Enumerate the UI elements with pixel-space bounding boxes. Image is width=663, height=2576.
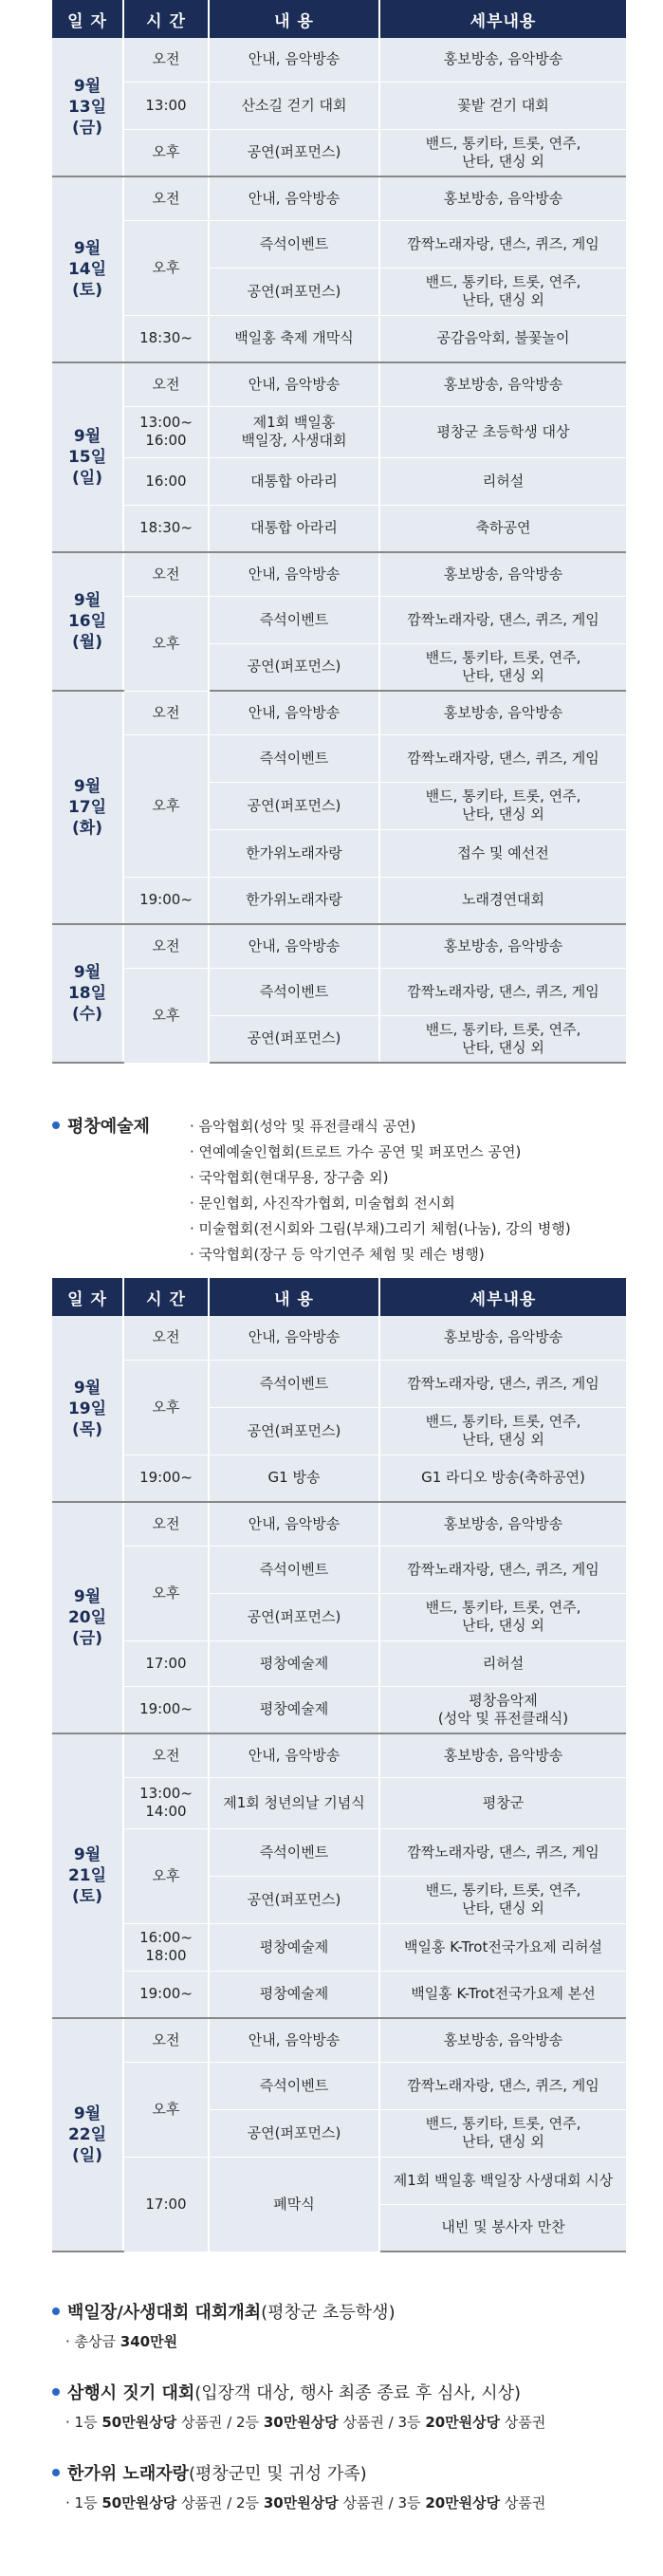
content-cell: 폐막식 [209, 2157, 379, 2252]
content-cell: 제1회 백일홍 백일장, 사생대회 [209, 406, 379, 457]
column-header: 세부내용 [379, 0, 626, 38]
table-row [52, 552, 626, 596]
schedule-table-1 [52, 0, 626, 1064]
time-cell: 13:00~ 14:00 [123, 1777, 209, 1828]
detail-cell: 꽃밭 걷기 대회 [379, 82, 626, 129]
table-row [52, 1733, 626, 1777]
day-cell: 9월 14일 (토) [52, 176, 123, 362]
table-row [52, 362, 626, 406]
content-cell: 안내, 음악방송 [209, 924, 379, 968]
content-cell: 안내, 음악방송 [209, 1316, 379, 1360]
day-cell: 9월 16일 (월) [52, 552, 123, 691]
bullet-icon [52, 2307, 60, 2315]
content-cell: 즉석이벤트 [209, 968, 379, 1015]
time-cell: 17:00 [123, 2157, 209, 2252]
detail-cell: 홍보방송, 음악방송 [379, 1502, 626, 1546]
detail-cell: 리허설 [379, 1640, 626, 1686]
time-cell: 오전 [123, 924, 209, 968]
bullet-icon [52, 2388, 60, 2396]
table-row [52, 1971, 626, 2018]
table-row [52, 1455, 626, 1502]
day-cell: 9월 15일 (일) [52, 362, 123, 552]
detail-cell: 밴드, 통키타, 트롯, 연주, 난타, 댄싱 외 [379, 1407, 626, 1455]
content-cell: 제1회 청년의날 기념식 [209, 1777, 379, 1828]
event-prize: · 총상금 340만원 [65, 2333, 178, 2350]
time-cell: 오전 [123, 1502, 209, 1546]
table-row [52, 2018, 626, 2062]
detail-cell: 제1회 백일홍 백일장 사생대회 시상 [379, 2157, 626, 2204]
detail-cell: 홍보방송, 음악방송 [379, 38, 626, 82]
table-row [52, 220, 626, 268]
event-singing [52, 2460, 640, 2515]
detail-cell: 평창군 초등학생 대상 [379, 406, 626, 457]
bullet-icon [52, 2469, 60, 2476]
content-cell: 안내, 음악방송 [209, 1733, 379, 1777]
content-cell: 안내, 음악방송 [209, 38, 379, 82]
arts-item: · 연예예술인협회(트로트 가수 공연 및 퍼포먼스 공연) [190, 1143, 522, 1160]
time-cell: 오전 [123, 691, 209, 734]
content-cell: G1 방송 [209, 1455, 379, 1502]
day-cell: 9월 22일 (일) [52, 2018, 123, 2252]
content-cell: 백일홍 축제 개막식 [209, 315, 379, 362]
time-cell: 오전 [123, 1733, 209, 1777]
arts-item: · 문인협회, 사진작가협회, 미술협회 전시회 [190, 1195, 455, 1212]
detail-cell: 접수 및 예선전 [379, 829, 626, 877]
detail-cell: 깜짝노래자랑, 댄스, 퀴즈, 게임 [379, 1546, 626, 1593]
time-cell: 19:00~ [123, 1971, 209, 2018]
content-cell: 공연(퍼포먼스) [209, 1407, 379, 1455]
detail-cell: 내빈 및 봉사자 만찬 [379, 2204, 626, 2252]
table-row [52, 1316, 626, 1360]
detail-cell: 밴드, 통키타, 트롯, 연주, 난타, 댄싱 외 [379, 1015, 626, 1063]
table-row [52, 315, 626, 362]
content-cell: 공연(퍼포먼스) [209, 1876, 379, 1923]
table-row [52, 1502, 626, 1546]
content-cell: 한가위노래자랑 [209, 877, 379, 924]
detail-cell: 홍보방송, 음악방송 [379, 1733, 626, 1777]
time-cell: 오후 [123, 596, 209, 691]
table-row [52, 406, 626, 457]
table-row [52, 924, 626, 968]
time-cell: 17:00 [123, 1640, 209, 1686]
table-row [52, 691, 626, 734]
content-cell: 즉석이벤트 [209, 1828, 379, 1876]
detail-cell: 깜짝노래자랑, 댄스, 퀴즈, 게임 [379, 2062, 626, 2109]
content-cell: 산소길 걷기 대회 [209, 82, 379, 129]
detail-cell: 리허설 [379, 457, 626, 505]
table-row [52, 1828, 626, 1876]
detail-cell: 백일홍 K-Trot전국가요제 본선 [379, 1971, 626, 2018]
detail-cell: 평창군 [379, 1777, 626, 1828]
content-cell: 즉석이벤트 [209, 596, 379, 643]
table-row [52, 1546, 626, 1593]
content-cell: 공연(퍼포먼스) [209, 129, 379, 176]
table-row [52, 129, 626, 176]
detail-cell: 깜짝노래자랑, 댄스, 퀴즈, 게임 [379, 1360, 626, 1407]
event-title: 삼행시 짓기 대회(입장객 대상, 행사 최종 종료 후 심사, 시상) [52, 2380, 640, 2404]
content-cell: 평창예술제 [209, 1686, 379, 1733]
detail-cell: G1 라디오 방송(축하공연) [379, 1455, 626, 1502]
time-cell: 오후 [123, 968, 209, 1063]
table-row [52, 1923, 626, 1971]
detail-cell: 공감음악회, 불꽃놀이 [379, 315, 626, 362]
event-title: 백일장/사생대회 대회개최(평창군 초등학생) [52, 2299, 640, 2324]
table-row [52, 505, 626, 552]
time-cell: 오전 [123, 176, 209, 220]
table-row [52, 877, 626, 924]
detail-cell: 밴드, 통키타, 트롯, 연주, 난타, 댄싱 외 [379, 129, 626, 176]
detail-cell: 홍보방송, 음악방송 [379, 924, 626, 968]
table-row [52, 968, 626, 1015]
detail-cell: 홍보방송, 음악방송 [379, 176, 626, 220]
day-cell: 9월 20일 (금) [52, 1502, 123, 1733]
event-prize: · 1등 50만원상당 상품권 / 2등 30만원상당 상품권 / 3등 20만원상당 상품권 [65, 2414, 546, 2431]
detail-cell: 밴드, 통키타, 트롯, 연주, 난타, 댄싱 외 [379, 268, 626, 315]
content-cell: 즉석이벤트 [209, 734, 379, 782]
table-row [52, 176, 626, 220]
table-row [52, 734, 626, 782]
event-title: 한가위 노래자랑(평창군민 및 귀성 가족) [52, 2460, 640, 2485]
detail-cell: 깜짝노래자랑, 댄스, 퀴즈, 게임 [379, 596, 626, 643]
detail-cell: 홍보방송, 음악방송 [379, 691, 626, 734]
day-cell: 9월 19일 (목) [52, 1316, 123, 1502]
detail-cell: 밴드, 통키타, 트롯, 연주, 난타, 댄싱 외 [379, 1593, 626, 1640]
content-cell: 대통합 아라리 [209, 505, 379, 552]
arts-item: · 국악협회(장구 등 악기연주 체험 및 레슨 병행) [190, 1246, 485, 1263]
time-cell: 오전 [123, 1316, 209, 1360]
column-header: 세부내용 [379, 1278, 626, 1316]
arts-festival-list [190, 1114, 571, 1268]
event-prize: · 1등 50만원상당 상품권 / 2등 30만원상당 상품권 / 3등 20만원상당 상품권 [65, 2494, 546, 2511]
content-cell: 공연(퍼포먼스) [209, 2109, 379, 2157]
column-header: 내 용 [209, 0, 379, 38]
content-cell: 공연(퍼포먼스) [209, 782, 379, 829]
detail-cell: 축하공연 [379, 505, 626, 552]
content-cell: 안내, 음악방송 [209, 552, 379, 596]
event-baekiljang [52, 2299, 640, 2354]
table-row [52, 1686, 626, 1733]
content-cell: 평창예술제 [209, 1971, 379, 2018]
time-cell: 오후 [123, 1546, 209, 1640]
time-cell: 오후 [123, 129, 209, 176]
detail-cell: 노래경연대회 [379, 877, 626, 924]
time-cell: 오전 [123, 2018, 209, 2062]
table-row [52, 596, 626, 643]
day-cell: 9월 18일 (수) [52, 924, 123, 1063]
table-row [52, 1777, 626, 1828]
detail-cell: 홍보방송, 음악방송 [379, 552, 626, 596]
arts-item: · 음악협회(성악 및 퓨전클래식 공연) [190, 1118, 416, 1135]
column-header: 일 자 [52, 0, 123, 38]
column-header: 시 간 [123, 0, 209, 38]
detail-cell: 백일홍 K-Trot전국가요제 리허설 [379, 1923, 626, 1971]
time-cell: 18:30~ [123, 315, 209, 362]
time-cell: 오후 [123, 220, 209, 315]
detail-cell: 밴드, 통키타, 트롯, 연주, 난타, 댄싱 외 [379, 782, 626, 829]
time-cell: 13:00 [123, 82, 209, 129]
content-cell: 안내, 음악방송 [209, 176, 379, 220]
time-cell: 18:30~ [123, 505, 209, 552]
schedule-table-2 [52, 1278, 626, 2252]
bullet-icon [52, 1121, 60, 1129]
time-cell: 오후 [123, 1828, 209, 1923]
table-row [52, 457, 626, 505]
detail-cell: 평창음악제 (성악 및 퓨전클래식) [379, 1686, 626, 1733]
content-cell: 안내, 음악방송 [209, 1502, 379, 1546]
detail-cell: 홍보방송, 음악방송 [379, 1316, 626, 1360]
content-cell: 즉석이벤트 [209, 2062, 379, 2109]
time-cell: 오후 [123, 734, 209, 877]
detail-cell: 밴드, 통키타, 트롯, 연주, 난타, 댄싱 외 [379, 1876, 626, 1923]
table-row [52, 1360, 626, 1407]
content-cell: 대통합 아라리 [209, 457, 379, 505]
time-cell: 19:00~ [123, 877, 209, 924]
time-cell: 13:00~ 16:00 [123, 406, 209, 457]
table-row [52, 82, 626, 129]
content-cell: 공연(퍼포먼스) [209, 268, 379, 315]
detail-cell: 깜짝노래자랑, 댄스, 퀴즈, 게임 [379, 1828, 626, 1876]
content-cell: 한가위노래자랑 [209, 829, 379, 877]
column-header: 시 간 [123, 1278, 209, 1316]
content-cell: 공연(퍼포먼스) [209, 1593, 379, 1640]
content-cell: 안내, 음악방송 [209, 2018, 379, 2062]
arts-item: · 국악협회(현대무용, 장구춤 외) [190, 1169, 389, 1186]
day-cell: 9월 21일 (토) [52, 1733, 123, 2018]
time-cell: 오후 [123, 2062, 209, 2157]
column-header: 일 자 [52, 1278, 123, 1316]
detail-cell: 홍보방송, 음악방송 [379, 362, 626, 406]
day-cell: 9월 17일 (화) [52, 691, 123, 924]
time-cell: 16:00 [123, 457, 209, 505]
content-cell: 즉석이벤트 [209, 1360, 379, 1407]
arts-festival-title: 평창예술제 [52, 1113, 150, 1138]
content-cell: 즉석이벤트 [209, 220, 379, 268]
content-cell: 즉석이벤트 [209, 1546, 379, 1593]
content-cell: 안내, 음악방송 [209, 691, 379, 734]
day-cell: 9월 13일 (금) [52, 38, 123, 176]
detail-cell: 깜짝노래자랑, 댄스, 퀴즈, 게임 [379, 968, 626, 1015]
event-samhaengsi [52, 2380, 640, 2435]
content-cell: 평창예술제 [209, 1640, 379, 1686]
content-cell: 안내, 음악방송 [209, 362, 379, 406]
content-cell: 공연(퍼포먼스) [209, 643, 379, 691]
detail-cell: 밴드, 통키타, 트롯, 연주, 난타, 댄싱 외 [379, 2109, 626, 2157]
content-cell: 공연(퍼포먼스) [209, 1015, 379, 1063]
table-row [52, 38, 626, 82]
time-cell: 오후 [123, 1360, 209, 1455]
table-row [52, 2157, 626, 2204]
detail-cell: 홍보방송, 음악방송 [379, 2018, 626, 2062]
arts-item: · 미술협회(전시회와 그림(부채)그리기 체험(나눔), 강의 병행) [190, 1220, 571, 1237]
time-cell: 19:00~ [123, 1686, 209, 1733]
time-cell: 19:00~ [123, 1455, 209, 1502]
detail-cell: 밴드, 통키타, 트롯, 연주, 난타, 댄싱 외 [379, 643, 626, 691]
time-cell: 오전 [123, 362, 209, 406]
detail-cell: 깜짝노래자랑, 댄스, 퀴즈, 게임 [379, 220, 626, 268]
time-cell: 오전 [123, 552, 209, 596]
time-cell: 오전 [123, 38, 209, 82]
table-row [52, 2062, 626, 2109]
time-cell: 16:00~ 18:00 [123, 1923, 209, 1971]
detail-cell: 깜짝노래자랑, 댄스, 퀴즈, 게임 [379, 734, 626, 782]
table-row [52, 1640, 626, 1686]
column-header: 내 용 [209, 1278, 379, 1316]
content-cell: 평창예술제 [209, 1923, 379, 1971]
